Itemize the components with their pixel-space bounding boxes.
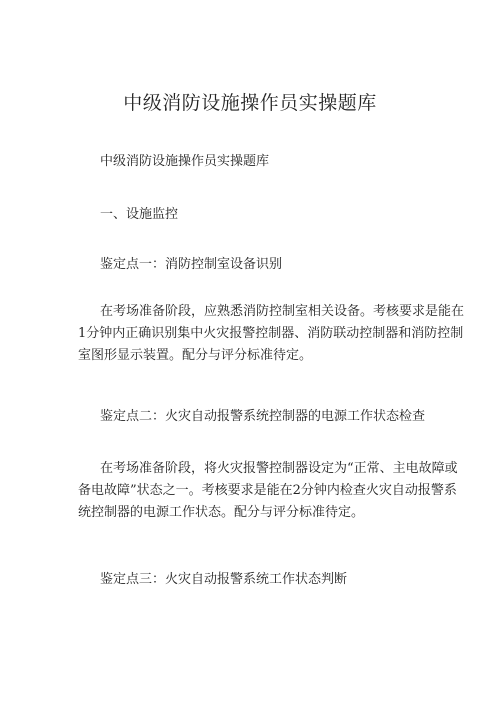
document-subtitle: 中级消防设施操作员实操题库 <box>100 154 270 169</box>
body-line: 统控制器的电源工作状态。配分与评分标准待定。 <box>78 505 365 520</box>
assessment-point-2-heading: 鉴定点二：火灾自动报警系统控制器的电源工作状态检查 <box>100 409 426 424</box>
body-line: 在考场准备阶段，将火灾报警控制器设定为“正常、主电故障或 <box>100 461 458 476</box>
body-line: 备电故障”状态之一。考核要求是能在2分钟内检查火灾自动报警系 <box>78 483 457 498</box>
body-line: 室图形显示装置。配分与评分标准待定。 <box>78 348 313 363</box>
assessment-point-1-body <box>78 301 465 367</box>
body-line: 1分钟内正确识别集中火灾报警控制器、消防联动控制器和消防控制 <box>78 326 464 341</box>
assessment-point-1-heading: 鉴定点一：消防控制室设备识别 <box>100 257 283 272</box>
section-heading-facility-monitoring: 一、设施监控 <box>100 207 179 222</box>
assessment-point-2-body <box>78 458 458 524</box>
body-line: 在考场准备阶段，应熟悉消防控制室相关设备。考核要求是能在 <box>100 304 465 319</box>
document-title: 中级消防设施操作员实操题库 <box>123 92 377 114</box>
assessment-point-3-heading: 鉴定点三：火灾自动报警系统工作状态判断 <box>100 572 348 587</box>
